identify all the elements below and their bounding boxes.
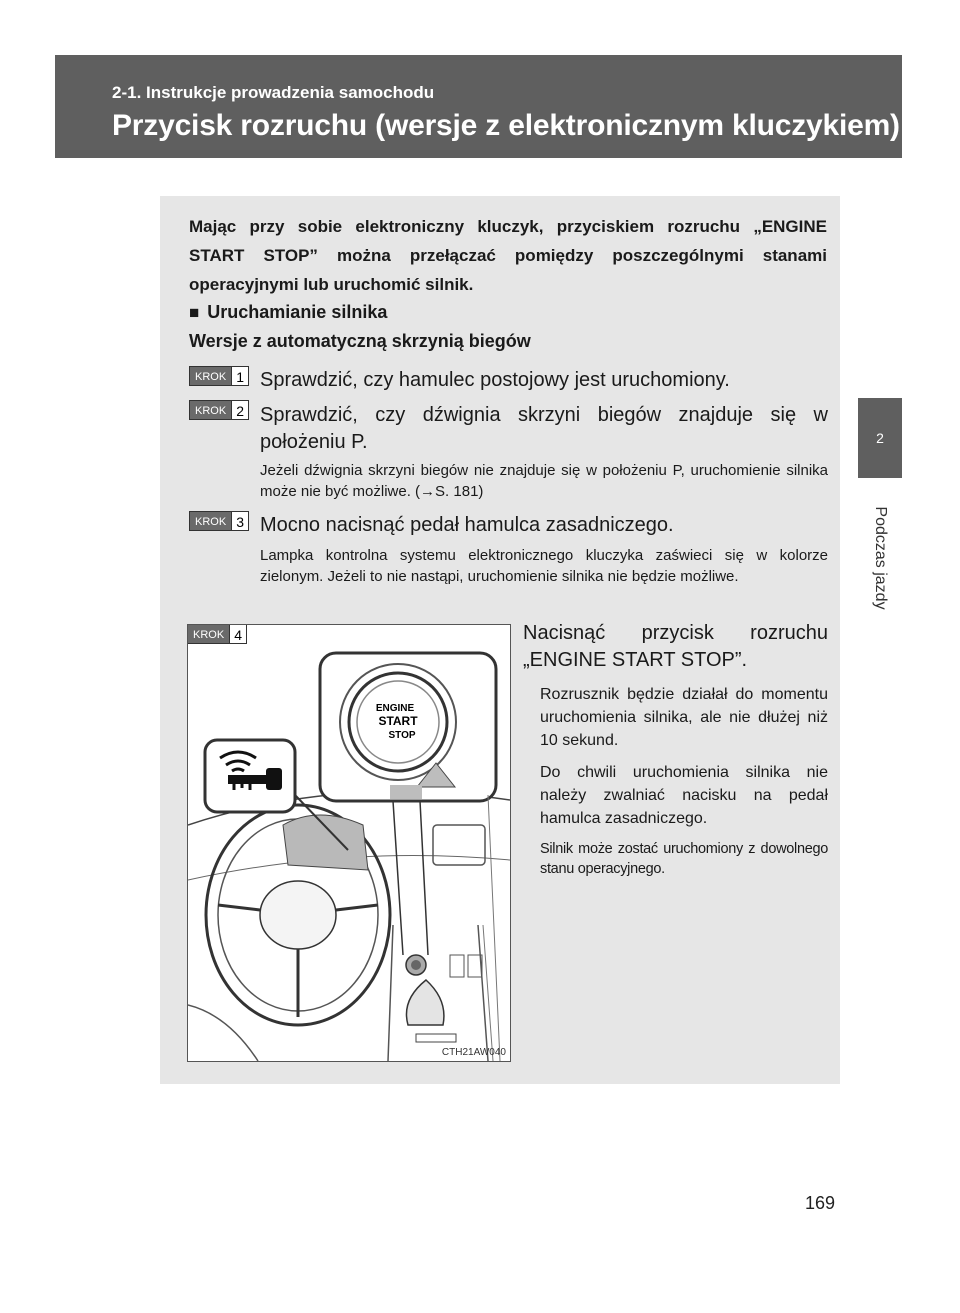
step-2-note: Jeżeli dźwignia skrzyni biegów nie znajduje się w położeniu P, uruchomienie silnika może nie być możliwe. (→S. 181) (260, 462, 828, 500)
heading-text: Uruchamianie silnika (207, 302, 388, 322)
step-badge-2: KROK 2 (189, 400, 249, 420)
step-2-text: Sprawdzić, czy dźwignia skrzyni biegów znajduje się w położeniu P. (260, 404, 828, 453)
square-bullet-icon: ■ (189, 303, 200, 322)
step-4-text: Nacisnąć przycisk rozruchu „ENGINE START STOP”. (523, 622, 828, 671)
page-number: 169 (805, 1193, 836, 1213)
chapter-tab-label: Podczas jazdy (872, 506, 889, 610)
chapter-tab-number: 2 (858, 398, 902, 478)
start-button-illustration (187, 624, 511, 1062)
button-label-stop: STOP (388, 730, 416, 741)
variant-heading: Wersje z automatyczną skrzynią biegów (189, 331, 531, 351)
step-3-note: Lampka kontrolna systemu elektronicznego kluczyka zaświeci się w kolorze zielonym. Jeżeli to nie nastąpi, uruchomienie silnika nie będzie możliwe. (260, 547, 828, 585)
step-4-note-2: Do chwili uruchomienia silnika nie należy zwalniać nacisku na pedał hamulca zasadniczego. (540, 764, 828, 827)
chapter-tab (858, 478, 902, 638)
step-badge-4: KROK 4 (187, 624, 247, 644)
step-badge-3: KROK 3 (189, 511, 249, 531)
section-title: 2-1. Instrukcje prowadzenia samochodu (112, 83, 435, 102)
intro-paragraph: Mając przy sobie elektroniczny kluczyk, przyciskiem rozruchu „ENGINE START STOP” można przełączać pomiędzy poszczególnymi stanami operacyjnymi lub uruchomić silnik. (189, 217, 827, 294)
step-1-text: Sprawdzić, czy hamulec postojowy jest uruchomiony. (260, 369, 730, 391)
step-4-note-1: Rozrusznik będzie działał do momentu uruchomienia silnika, ale nie dłużej niż 10 sekund. (540, 686, 828, 749)
step-4-block (523, 620, 828, 879)
page-title: Przycisk rozruchu (wersje z elektronicznym kluczykiem) (112, 109, 900, 142)
step-3-text: Mocno nacisnąć pedał hamulca zasadniczego. (260, 514, 674, 536)
button-label-engine: ENGINE (375, 703, 415, 714)
button-label-start: START (378, 714, 418, 728)
dashboard-drawing (188, 625, 510, 1061)
step-4-note-3: Silnik może zostać uruchomiony z dowolnego stanu operacyjnego. (540, 841, 828, 877)
subsection-heading (189, 302, 387, 323)
step-badge-1: KROK 1 (189, 366, 249, 386)
figure-code: CTH21AW040 (441, 1047, 506, 1058)
